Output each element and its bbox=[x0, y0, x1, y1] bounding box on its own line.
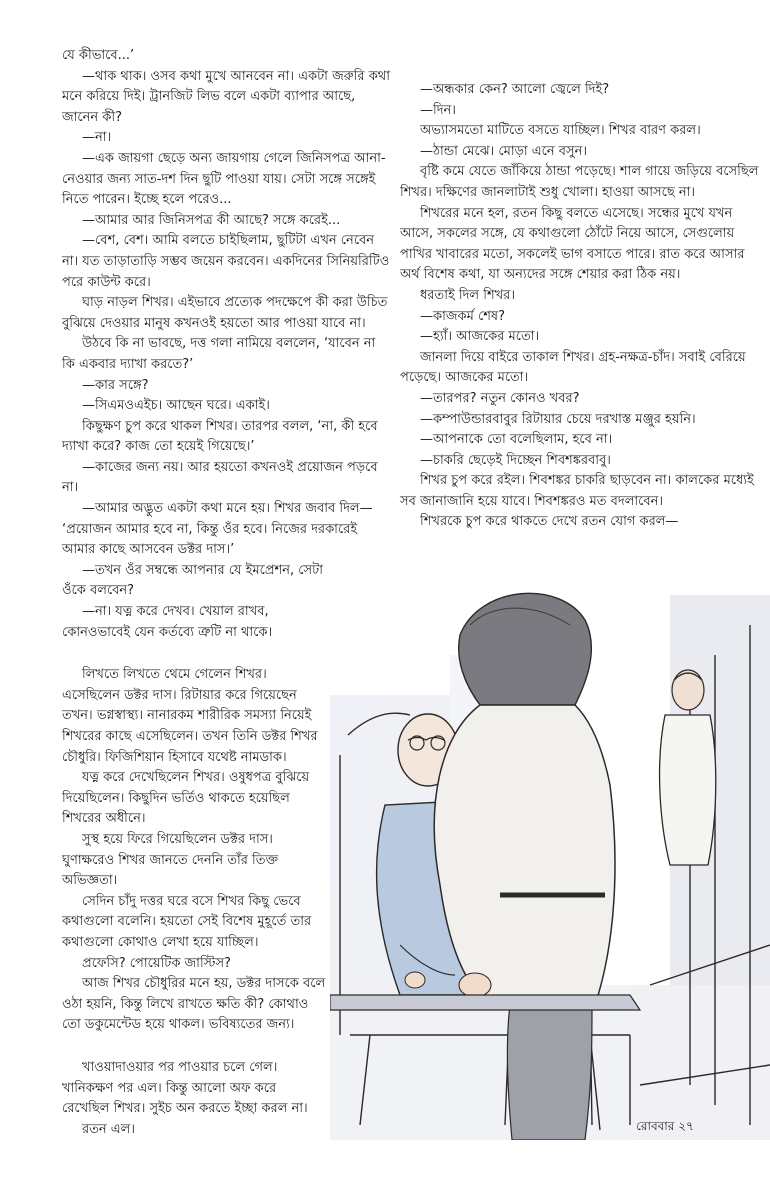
paragraph: যত্ন করে দেখেছিলেন শিখর। ওষুধপত্র বুঝিয়ে দিয়েছিলেন। কিছুদিন ভর্তিও থাকতে হয়েছিল শিখরের অধীনে। bbox=[62, 770, 310, 827]
page-footer: রোববার ২৭ bbox=[636, 1119, 694, 1133]
paragraph: ধরতাই দিল শিখর। bbox=[420, 287, 515, 303]
paragraph: —কাজকর্ম শেষ? bbox=[420, 308, 505, 324]
paragraph: —তখন ওঁর সম্বন্ধে আপনার যে ইমপ্রেশন, সেটা ওঁকে বলবেন? bbox=[62, 562, 323, 599]
paragraph: যে কীভাবে...’ bbox=[62, 48, 135, 63]
paragraph: উঠবে কি না ভাবছে, দত্ত গলা নামিয়ে বললেন, ‘যাবেন না কি একবার দ্যাখা করতে?’ bbox=[62, 336, 376, 372]
paragraph: শিখরের মনে হল, রতন কিছু বলতে এসেছে। সন্ধের মুখে যখন আসে, সকলের সঙ্গে, যে কথাগুলো ঠোঁটে নিয়ে আসে, সেগুলোয় পাখির খাবারের মতো, সকলেই ভাগ বসাতে পারে। রাত করে আসার অর্থ বিশেষ কথা, যা অন্যদের সঙ্গে শেয়ার করা ঠিক নয়। bbox=[400, 205, 745, 283]
paragraph: —কম্পাউন্ডারবাবুর রিটায়ার চেয়ে দরখাস্ত মঞ্জুর হয়নি। bbox=[420, 411, 696, 427]
paragraph: —কাজের জন্য নয়। আর হয়তো কখনওই প্রয়োজন পড়বে না। bbox=[62, 459, 378, 496]
paragraph: —তারপর? নতুন কোনও খবর? bbox=[420, 390, 580, 406]
paragraph: অভ্যাসমতো মাটিতে বসতে যাচ্ছিল। শিখর বারণ করল। bbox=[420, 123, 701, 139]
paragraph: —আমার অদ্ভুত একটা কথা মনে হয়। শিখর জবাব দিল— ‘প্রয়োজন আমার হবে না, কিন্তু ওঁর হবে। নিজের দরকারেই আমার কাছে আসবেন ডক্টর দাস।’ bbox=[62, 501, 373, 558]
paragraph: —বেশ, বেশ। আমি বলতে চাইছিলাম, ছুটিটা এখন নেবেন না। যত তাড়াতাড়ি সম্ভব জয়েন করবেন। একদিনের সিনিয়রিটিও পরে কাউন্ট করে। bbox=[62, 233, 390, 290]
paragraph: —আপনাকে তো বলেছিলাম, হবে না। bbox=[420, 432, 613, 448]
paragraph: লিখতে লিখতে থেমে গেলেন শিখর। এসেছিলেন ডক্টর দাস। রিটায়ার করে গিয়েছেন তখন। ভগ্নস্বাস্থ্য। নানারকম শারীরিক সমস্যা নিয়েই শিখরের কাছে এসেছিলেন। তখন তিনি ডক্টর শিখর চৌধুরি। ফিজিশিয়ান হিসাবে যথেষ্ট নামডাক। bbox=[62, 667, 318, 765]
paragraph: সেদিন চাঁদু দত্তর ঘরে বসে শিখর কিছু ভেবে কথাগুলো বলেনি। হয়তো সেই বিশেষ মুহূর্তে তার কথাগুলো কোথাও লেখা হয়ে যাচ্ছিল। bbox=[62, 893, 312, 950]
paragraph: বৃষ্টি কমে যেতে জাঁকিয়ে ঠান্ডা পড়েছে। শাল গায়ে জড়িয়ে বসেছিল শিখর। দক্ষিণের জানলাটাই শুধু খোলা। হাওয়া আসছে না। bbox=[400, 164, 759, 200]
paragraph: শিখর চুপ করে রইল। শিবশঙ্কর চাকরি ছাড়বেন না। কালকের মধ্যেই সব জানাজানি হয়ে যাবে। শিবশঙ্করও মত বদলাবেন। bbox=[400, 473, 754, 509]
paragraph: —সিএমওএইচ। আছেন ঘরে। একাই। bbox=[82, 398, 270, 414]
paragraph: —আমার আর জিনিসপত্র কী আছে? সঙ্গে করেই... bbox=[82, 212, 341, 228]
paragraph: —কার সঙ্গে? bbox=[82, 377, 149, 393]
paragraph: —থাক থাক। ওসব কথা মুখে আনবেন না। একটা জরুরি কথা মনে করিয়ে দিই। ট্রানজিট লিভ বলে একটা ব্যাপার আছে, জানেন কী? bbox=[62, 68, 390, 125]
paragraph: —দিন। bbox=[420, 102, 456, 118]
paragraph: —না। bbox=[82, 130, 112, 146]
paragraph: —এক জায়গা ছেড়ে অন্য জায়গায় গেলে জিনিসপত্র আনা-নেওয়ার জন্য সাত-দশ দিন ছুটি পাওয়া যায়। সেটা সঙ্গে সঙ্গেই নিতে পারেন। ইচ্ছে হলে পরেও... bbox=[62, 150, 386, 208]
paragraph: —চাকরি ছেড়েই দিচ্ছেন শিবশঙ্করবাবু। bbox=[420, 452, 611, 468]
paragraph: সুস্থ হয়ে ফিরে গিয়েছিলেন ডক্টর দাস। ঘুণাক্ষরেও শিখর জানতে দেননি তাঁর তিক্ত অভিজ্ঞতা। bbox=[62, 831, 279, 889]
paragraph: রতন এল। bbox=[82, 1121, 136, 1137]
paragraph: শিখরকে চুপ করে থাকতে দেখে রতন যোগ করল— bbox=[420, 514, 679, 530]
paragraph: খাওয়াদাওয়ার পর পাওয়ার চলে গেল। খানিকক্ষণ পর এল। কিন্তু আলো অফ করে রেখেছিল শিখর। সুইচ অন করতে ইচ্ছা করল না। bbox=[62, 1059, 308, 1117]
paragraph: প্রফেসি? পোয়েটিক জাস্টিস? bbox=[82, 955, 231, 971]
right-text-column bbox=[400, 80, 760, 533]
paragraph: আজ শিখর চৌধুরির মনে হয়, ডক্টর দাসকে বলে ওঠা হয়নি, কিন্তু লিখে রাখতে ক্ষতি কী? কোথাও তো ডকুমেন্টেড হয়ে থাকল। ভবিষ্যতের জন্য। bbox=[62, 976, 326, 1033]
paragraph: কিছুক্ষণ চুপ করে থাকল শিখর। তারপর বলল, ‘না, কী হবে দ্যাখা করে? কাজ তো হয়েই গিয়েছে।’ bbox=[62, 418, 378, 455]
desk bbox=[330, 995, 640, 1010]
paragraph: —ঠান্ডা মেঝে। মোড়া এনে বসুন। bbox=[420, 143, 588, 159]
paragraph: জানলা দিয়ে বাইরে তাকাল শিখর। গ্রহ-নক্ষত্র-চাঁদ। সবাই বেরিয়ে পড়েছে। আজকের মতো। bbox=[400, 349, 746, 386]
paragraph: ঘাড় নাড়ল শিখর। এইভাবে প্রত্যেক পদক্ষেপে কী করা উচিত বুঝিয়ে দেওয়ার মানুষ কখনওই হয়তো আর পাওয়া যাবে না। bbox=[62, 295, 388, 331]
story-illustration bbox=[330, 565, 770, 1140]
paragraph: —না। যত্ন করে দেখব। খেয়াল রাখব, কোনওভাবেই যেন কর্তব্যে ত্রুটি না থাকে। bbox=[62, 604, 273, 640]
paragraph: —অন্ধকার কেন? আলো জ্বেলে দিই? bbox=[420, 82, 610, 97]
paragraph: —হ্যাঁ। আজকের মতো। bbox=[420, 329, 540, 345]
